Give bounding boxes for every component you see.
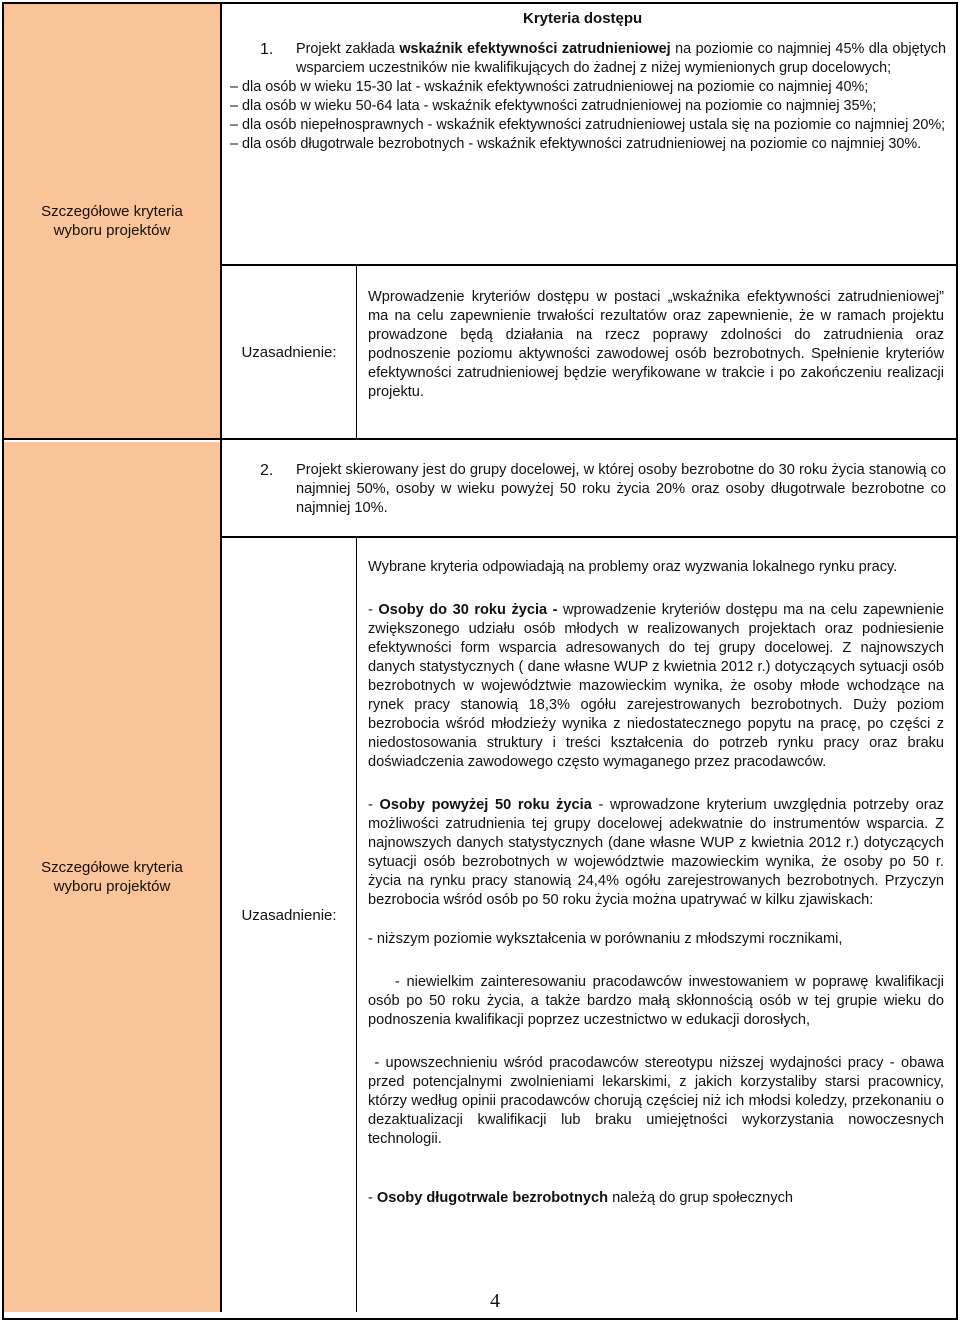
list-item: – dla osób niepełnosprawnych - wskaźnik efektywności zatrudnieniowej ustala się na poziomie co najmniej 20%; bbox=[230, 117, 946, 133]
justification-paragraph: - niższym poziomie wykształcenia w porównaniu z młodszymi rocznikami, bbox=[368, 931, 843, 947]
divider bbox=[356, 266, 357, 438]
criterion-1 bbox=[230, 40, 946, 154]
section-header-text: Kryteria dostępu bbox=[523, 10, 643, 27]
criterion-number: 2. bbox=[260, 462, 274, 479]
justification-paragraph: - upowszechnieniu wśród pracodawców stereotypu niższej wydajności pracy - obawa przed potencjalnymi zwolnieniami lekarskimi, z jakich korzystaliby starsi pracownicy, którzy według opinii pracodawców chorują częściej niż ich młodsi koledzy, przekonaniu o dezaktualizacji kwalifikacji lub braku umiejętności wykorzystania nowoczesnych technologii. bbox=[368, 1055, 949, 1147]
list-item: – dla osób długotrwale bezrobotnych - wskaźnik efektywności zatrudnieniowej na poziomie co najmniej 30%. bbox=[230, 136, 922, 152]
justification-paragraph: Wybrane kryteria odpowiadają na problemy oraz wyzwania lokalnego rynku pracy. bbox=[368, 559, 898, 575]
bullet-text: dla osób niepełnosprawnych - wskaźnik efektywności zatrudnieniowej ustala się na poziomie co najmniej 20%; bbox=[242, 117, 946, 133]
justification-label-text: Uzasadnienie: bbox=[241, 906, 337, 924]
justification-paragraph: - Osoby długotrwale bezrobotnych należą do grup społecznych bbox=[368, 1190, 793, 1206]
criterion-text-pre: Projekt zakłada bbox=[296, 41, 400, 57]
list-item: – dla osób w wieku 15-30 lat - wskaźnik efektywności zatrudnieniowej na poziomie co najmniej 40%; bbox=[230, 79, 869, 95]
row-label-text: Szczegółowe kryteria wyboru projektów bbox=[41, 859, 183, 895]
row-label-criteria-2 bbox=[4, 442, 220, 1312]
page-number: 4 bbox=[490, 1290, 500, 1312]
criterion-2 bbox=[230, 461, 946, 518]
section-header bbox=[523, 10, 823, 30]
bullet-text: dla osób długotrwale bezrobotnych - wskaźnik efektywności zatrudnieniowej na poziomie co najmniej 30%. bbox=[242, 136, 922, 152]
row-label-text: Szczegółowe kryteria wyboru projektów bbox=[41, 203, 183, 239]
justification-text-2 bbox=[368, 558, 949, 1208]
bullet-text: dla osób w wieku 15-30 lat - wskaźnik efektywności zatrudnieniowej na poziomie co najmniej 40%; bbox=[242, 79, 869, 95]
justification-paragraph: - Osoby do 30 roku życia - wprowadzenie kryteriów dostępu ma na celu zapewnienie zwiększonego udziału osób młodych w realizowanych projektach oraz podniesienie efektywności form wsparcia adresowanych do tej grupy docelowej. Z najnowszych danych statystycznych ( dane własne WUP z kwietnia 2012 r.) dotyczących sytuacji osób bezrobotnych w województwie mazowieckim wynika, że osoby młode wchodzące na rynek pracy stanowią 18,3% ogółu zarejestrowanych bezrobotnych. Duży poziom bezrobocia wśród młodzieży wynika z niedostatecznego popytu na pracę, po części z niedostosowania struktury i treści kształcenia do potrzeb rynku pracy oraz braku doświadczenia zawodowego często wymaganego przez pracodawców. bbox=[368, 602, 944, 770]
criterion-text-bold: wskaźnik efektywności zatrudnieniowej bbox=[399, 41, 671, 57]
justification-text bbox=[368, 288, 944, 402]
row-label-criteria-1 bbox=[4, 4, 220, 438]
bullet-text: dla osób w wieku 50-64 lata - wskaźnik efektywności zatrudnieniowej na poziomie co najmniej 35%; bbox=[242, 98, 877, 114]
criterion-text: Projekt skierowany jest do grupy docelowej, w której osoby bezrobotne do 30 roku życia stanowią co najmniej 50%, osoby w wieku powyżej 50 roku życia 20% oraz osoby długotrwale bezrobotne co najmniej 10%. bbox=[296, 462, 946, 516]
justification-label-text: Uzasadnienie: bbox=[241, 343, 337, 361]
justification-label bbox=[222, 266, 356, 438]
list-item: – dla osób w wieku 50-64 lata - wskaźnik efektywności zatrudnieniowej na poziomie co najmniej 35%; bbox=[230, 98, 877, 114]
criterion-text-post: na poziomie co najmniej 45% dla objętych wsparciem uczestników nie kwalifikujących do żadnej z niżej wymienionych grup docelowych; bbox=[296, 41, 947, 76]
divider bbox=[356, 538, 357, 1312]
justification-paragraph: Wprowadzenie kryteriów dostępu w postaci „wskaźnika efektywności zatrudnieniowej” ma na celu zapewnienie trwałości rezultatów oraz zapewnienie, że w ramach projektu prowadzone będą działania na rzecz poprawy zdolności do zatrudnienia oraz podnoszenie poziomu aktywności zawodowej osób bezrobotnych. Spełnienie kryteriów efektywności zatrudnieniowej będzie weryfikowane w trakcie i po zakończeniu realizacji projektu. bbox=[368, 289, 944, 400]
justification-label bbox=[222, 538, 356, 1292]
justification-paragraph: - Osoby powyżej 50 roku życia - wprowadzone kryterium uwzględnia potrzeby oraz możliwości zatrudnienia tej grupy docelowej adekwatnie do instrumentów wsparcia. Z najnowszych danych statystycznych (dane własne WUP z kwietnia 2012 r.) dotyczących sytuacji osób bezrobotnych w województwie mazowieckim wynika, że osoby po 50 r. życia na rynku pracy stanowią 24,4% ogółu zarejestrowanych bezrobotnych. Przyczyn bezrobocia wśród osób po 50 roku życia można upatrywać w kilku zjawiskach: bbox=[368, 797, 944, 908]
criterion-bullets bbox=[230, 78, 946, 154]
criterion-number: 1. bbox=[260, 41, 274, 58]
justification-paragraph: - niewielkim zainteresowaniu pracodawców inwestowaniem w poprawę kwalifikacji osób po 50 roku życia, a także bardzo małą skłonnością osób w tej grupie wieku do podnoszenia kwalifikacji poprzez uczestnictwo w edukacji dorosłych, bbox=[368, 974, 949, 1028]
